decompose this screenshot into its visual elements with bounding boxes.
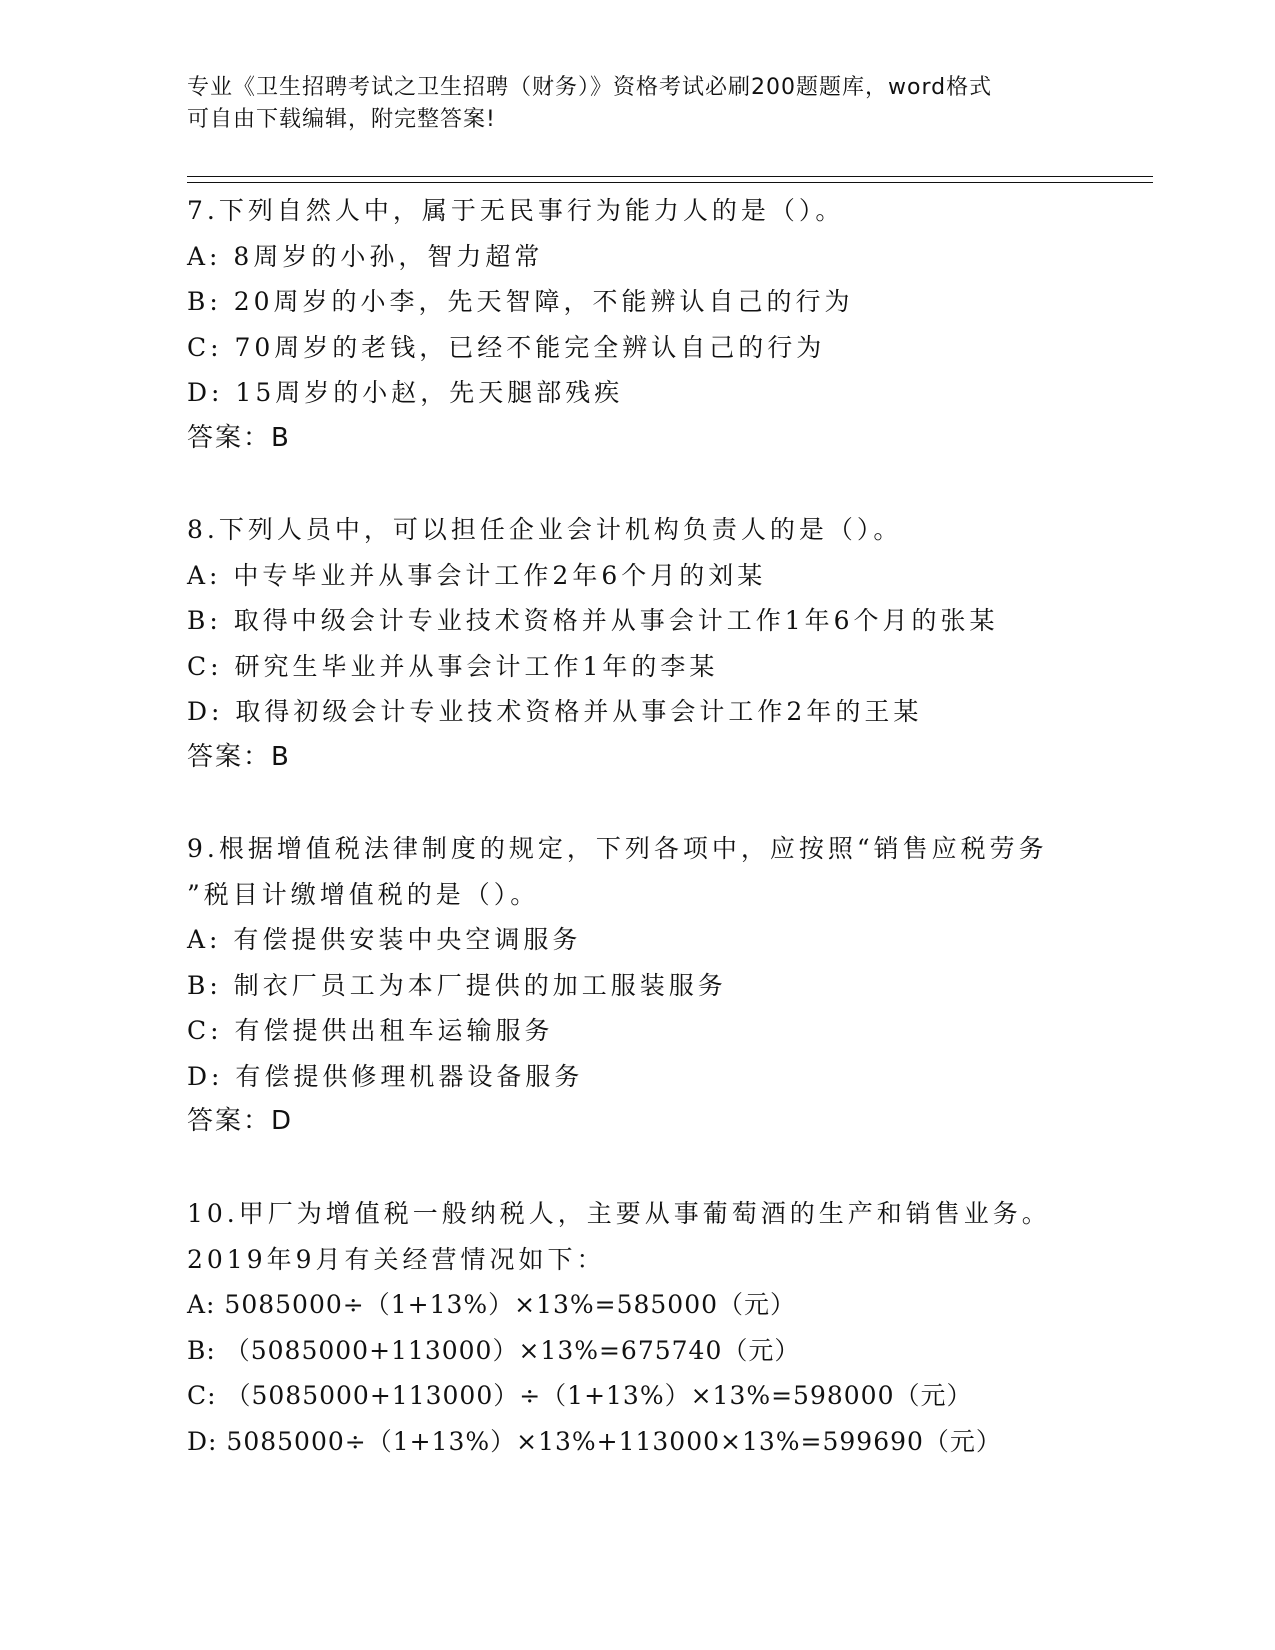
header-divider-top: [187, 176, 1153, 177]
question-8: [187, 507, 1147, 780]
option-a: A: 5085000÷（1+13%）×13%=585000（元）: [187, 1290, 797, 1319]
question-7: [187, 188, 1147, 461]
answer: 答案：D: [187, 1106, 294, 1136]
option-d: D: 取得初级会计专业技术资格并从事会计工作2年的王某: [187, 697, 923, 726]
option-a: A: 中专毕业并从事会计工作2年6个月的刘某: [187, 560, 767, 590]
header-title-line-2: 可自由下载编辑，附完整答案!: [187, 107, 496, 132]
option-a: A: 有偿提供安装中央空调服务: [187, 925, 582, 954]
question-stem-line-1: 10.甲厂为增值税一般纳税人，主要从事葡萄酒的生产和销售业务。: [187, 1199, 1051, 1228]
option-b: B: 制衣厂员工为本厂提供的加工服装服务: [187, 970, 727, 1000]
option-d: D: 15周岁的小赵，先天腿部残疾: [187, 378, 624, 407]
document-header: [187, 72, 1067, 136]
option-a: A: 8周岁的小孙，智力超常: [187, 241, 544, 271]
answer: 答案：B: [187, 741, 291, 772]
option-d: D: 5085000÷（1+13%）×13%+113000×13%=599690（元）: [187, 1426, 1002, 1456]
answer: 答案：B: [187, 422, 291, 453]
option-b: B: 20周岁的小李，先天智障，不能辨认自己的行为: [187, 287, 854, 316]
question-9: [187, 826, 1147, 1145]
question-10: [187, 1191, 1147, 1464]
header-title-line-1: 专业《卫生招聘考试之卫生招聘（财务）》资格考试必刷200题题库，word格式: [187, 75, 993, 100]
question-stem-line-1: 9.根据增值税法律制度的规定，下列各项中，应按照“销售应税劳务: [187, 834, 1048, 863]
option-c: C: 70周岁的老钱，已经不能完全辨认自己的行为: [187, 332, 826, 362]
option-b: B: （5085000+113000）×13%=675740（元）: [187, 1335, 801, 1365]
option-c: C: 有偿提供出租车运输服务: [187, 1016, 554, 1045]
option-b: B: 取得中级会计专业技术资格并从事会计工作1年6个月的张某: [187, 606, 999, 635]
option-c: C: （5085000+113000）÷（1+13%）×13%=598000（元）: [187, 1381, 973, 1410]
option-d: D: 有偿提供修理机器设备服务: [187, 1061, 584, 1091]
question-stem: 7.下列自然人中，属于无民事行为能力人的是（）。: [187, 196, 845, 225]
option-c: C: 研究生毕业并从事会计工作1年的李某: [187, 651, 719, 681]
question-stem-line-2: 2019年9月有关经营情况如下：: [187, 1244, 606, 1274]
header-divider-bottom: [187, 182, 1153, 183]
question-stem: 8.下列人员中，可以担任企业会计机构负责人的是（）。: [187, 515, 903, 544]
question-stem-line-2: ”税目计缴增值税的是（）。: [187, 879, 540, 909]
